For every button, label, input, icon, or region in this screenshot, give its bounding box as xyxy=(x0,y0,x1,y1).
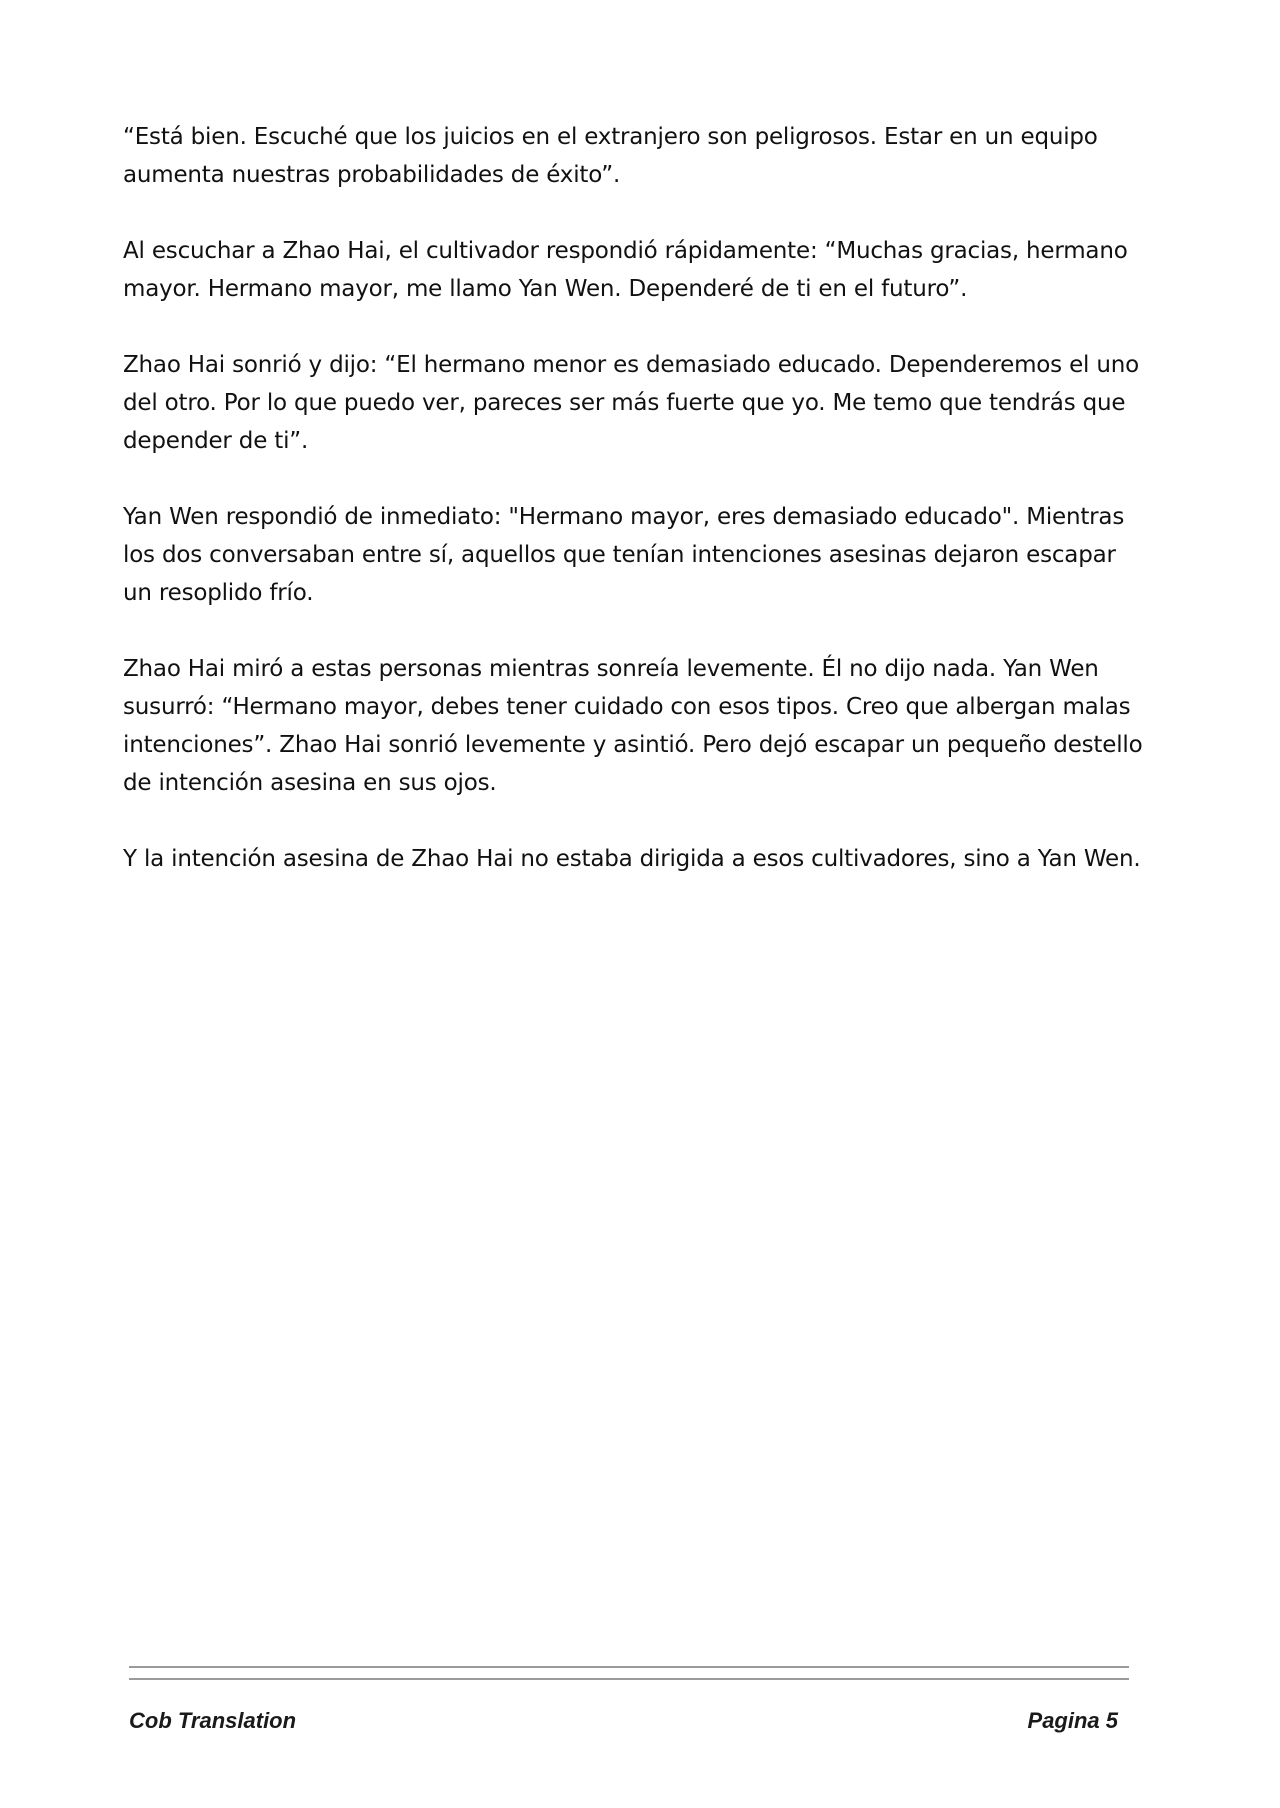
page-body xyxy=(123,118,1143,916)
paragraph-5: Zhao Hai miró a estas personas mientras sonreía levemente. Él no dijo nada. Yan Wen susurró: “Hermano mayor, debes tener cuidado con esos tipos. Creo que albergan malas intenciones”. Zhao Hai sonrió levemente y asintió. Pero dejó escapar un pequeño destello de intención asesina en sus ojos. xyxy=(123,656,1143,796)
footer-publisher: Cob Translation xyxy=(129,1708,297,1733)
paragraph-4: Yan Wen respondió de inmediato: "Hermano mayor, eres demasiado educado". Mientras los dos conversaban entre sí, aquellos que tenían intenciones asesinas dejaron escapar un resoplido frío. xyxy=(123,504,1125,606)
paragraph-2: Al escuchar a Zhao Hai, el cultivador respondió rápidamente: “Muchas gracias, hermano mayor. Hermano mayor, me llamo Yan Wen. Dependeré de ti en el futuro”. xyxy=(123,238,1128,302)
paragraph-3: Zhao Hai sonrió y dijo: “El hermano menor es demasiado educado. Dependeremos el uno del otro. Por lo que puedo ver, pareces ser más fuerte que yo. Me temo que tendrás que depender de ti”. xyxy=(123,352,1139,454)
footer-divider-bottom xyxy=(129,1678,1129,1680)
footer-divider-top xyxy=(129,1666,1129,1668)
footer-page-number: Pagina 5 xyxy=(1027,1708,1118,1733)
paragraph-1: “Está bien. Escuché que los juicios en el extranjero son peligrosos. Estar en un equipo aumenta nuestras probabilidades de éxito”. xyxy=(123,124,1098,188)
paragraph-6: Y la intención asesina de Zhao Hai no estaba dirigida a esos cultivadores, sino a Yan Wen. xyxy=(123,846,1141,872)
